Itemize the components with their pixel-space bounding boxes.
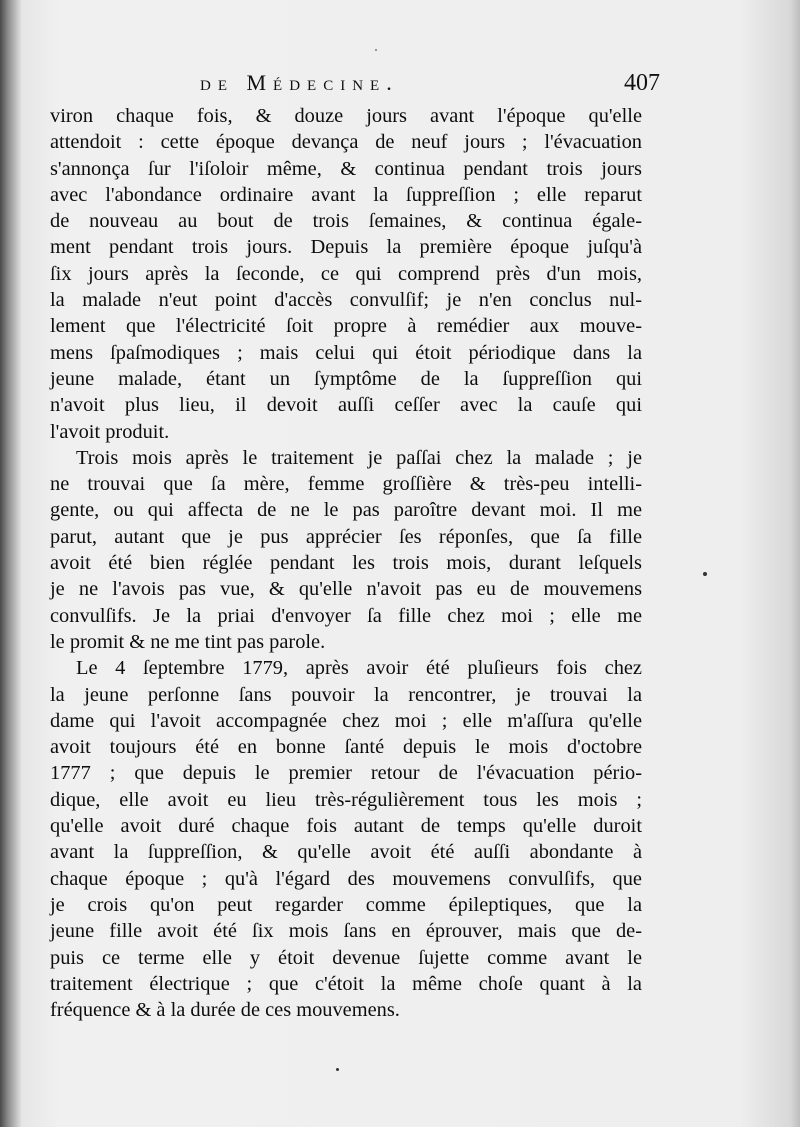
body-text (50, 103, 642, 1023)
text-line: dique, elle avoit eu lieu très-régulièrement tous les mois ; (50, 788, 642, 811)
text-line: ment pendant trois jours. Depuis la première époque juſqu'à (50, 236, 642, 259)
text-line: avec l'abondance ordinaire avant la ſuppreſſion ; elle reparut (50, 183, 642, 206)
text-line: Trois mois après le traitement je paſſai chez la malade ; je (76, 446, 642, 469)
paragraph-1 (50, 103, 642, 445)
text-line: s'annonça ſur l'iſoloir même, & continua pendant trois jours (50, 157, 642, 180)
text-line: avant la ſuppreſſion, & qu'elle avoit été auſſi abondante à (50, 841, 642, 864)
ink-speck (375, 49, 377, 51)
text-line: n'avoit plus lieu, il devoit auſſi ceſſer avec la cauſe qui (50, 394, 642, 417)
text-line: dame qui l'avoit accompagnée chez moi ; elle m'aſſura qu'elle (50, 709, 642, 732)
text-line: jeune malade, étant un ſymptôme de la ſuppreſſion qui (50, 367, 642, 390)
paragraph-3 (50, 655, 642, 1023)
ink-speck (336, 1068, 339, 1071)
page-number: 407 (624, 70, 660, 96)
text-line: parut, autant que je pus apprécier ſes réponſes, que ſa fille (50, 525, 642, 548)
text-line: ne trouvai que ſa mère, femme groſſière & très-peu intelli- (50, 473, 642, 496)
text-line: traitement électrique ; que c'étoit la même choſe quant à la (50, 972, 642, 995)
text-line: convulſifs. Je la priai d'envoyer ſa fille chez moi ; elle me (50, 604, 642, 627)
text-line: le promit & ne me tint pas parole. (50, 630, 326, 653)
text-line: jeune fille avoit été ſix mois ſans en éprouver, mais que de- (50, 920, 642, 943)
text-line: la malade n'eut point d'accès convulſif; je n'en conclus nul- (50, 289, 642, 312)
text-line: puis ce terme elle y étoit devenue ſujette comme avant le (50, 946, 642, 969)
ink-speck (703, 572, 707, 576)
text-line: avoit toujours été en bonne ſanté depuis le mois d'octobre (50, 736, 642, 759)
text-line: je crois qu'on peut regarder comme épileptiques, que la (50, 893, 642, 916)
text-line: qu'elle avoit duré chaque fois autant de temps qu'elle duroit (50, 815, 642, 838)
text-line: lement que l'électricité ſoit propre à remédier aux mouve- (50, 315, 642, 338)
text-line: la jeune perſonne ſans pouvoir la rencontrer, je trouvai la (50, 683, 642, 706)
page-header (200, 70, 660, 100)
text-line: avoit été bien réglée pendant les trois mois, durant leſquels (50, 552, 642, 575)
text-line: mens ſpaſmodiques ; mais celui qui étoit périodique dans la (50, 341, 642, 364)
text-line: attendoit : cette époque devança de neuf jours ; l'évacuation (50, 131, 642, 154)
text-line: 1777 ; que depuis le premier retour de l'évacuation pério- (50, 762, 642, 785)
running-head: de Médecine. (200, 70, 399, 95)
text-line: je ne l'avois pas vue, & qu'elle n'avoit pas eu de mouvemens (50, 578, 642, 601)
text-line: fréquence & à la durée de ces mouvemens. (50, 999, 400, 1022)
text-line: l'avoit produit. (50, 420, 170, 443)
text-line: viron chaque fois, & douze jours avant l'époque qu'elle (50, 105, 642, 127)
text-line: de nouveau au bout de trois ſemaines, & continua égale- (50, 210, 642, 233)
paragraph-2 (50, 445, 642, 655)
text-line: Le 4 ſeptembre 1779, après avoir été pluſieurs fois chez (76, 657, 642, 680)
text-line: ſix jours après la ſeconde, ce qui comprend près d'un mois, (50, 262, 642, 285)
text-line: gente, ou qui affecta de ne le pas paroître devant moi. Il me (50, 499, 642, 522)
text-line: chaque époque ; qu'à l'égard des mouvemens convulſifs, que (50, 867, 642, 890)
